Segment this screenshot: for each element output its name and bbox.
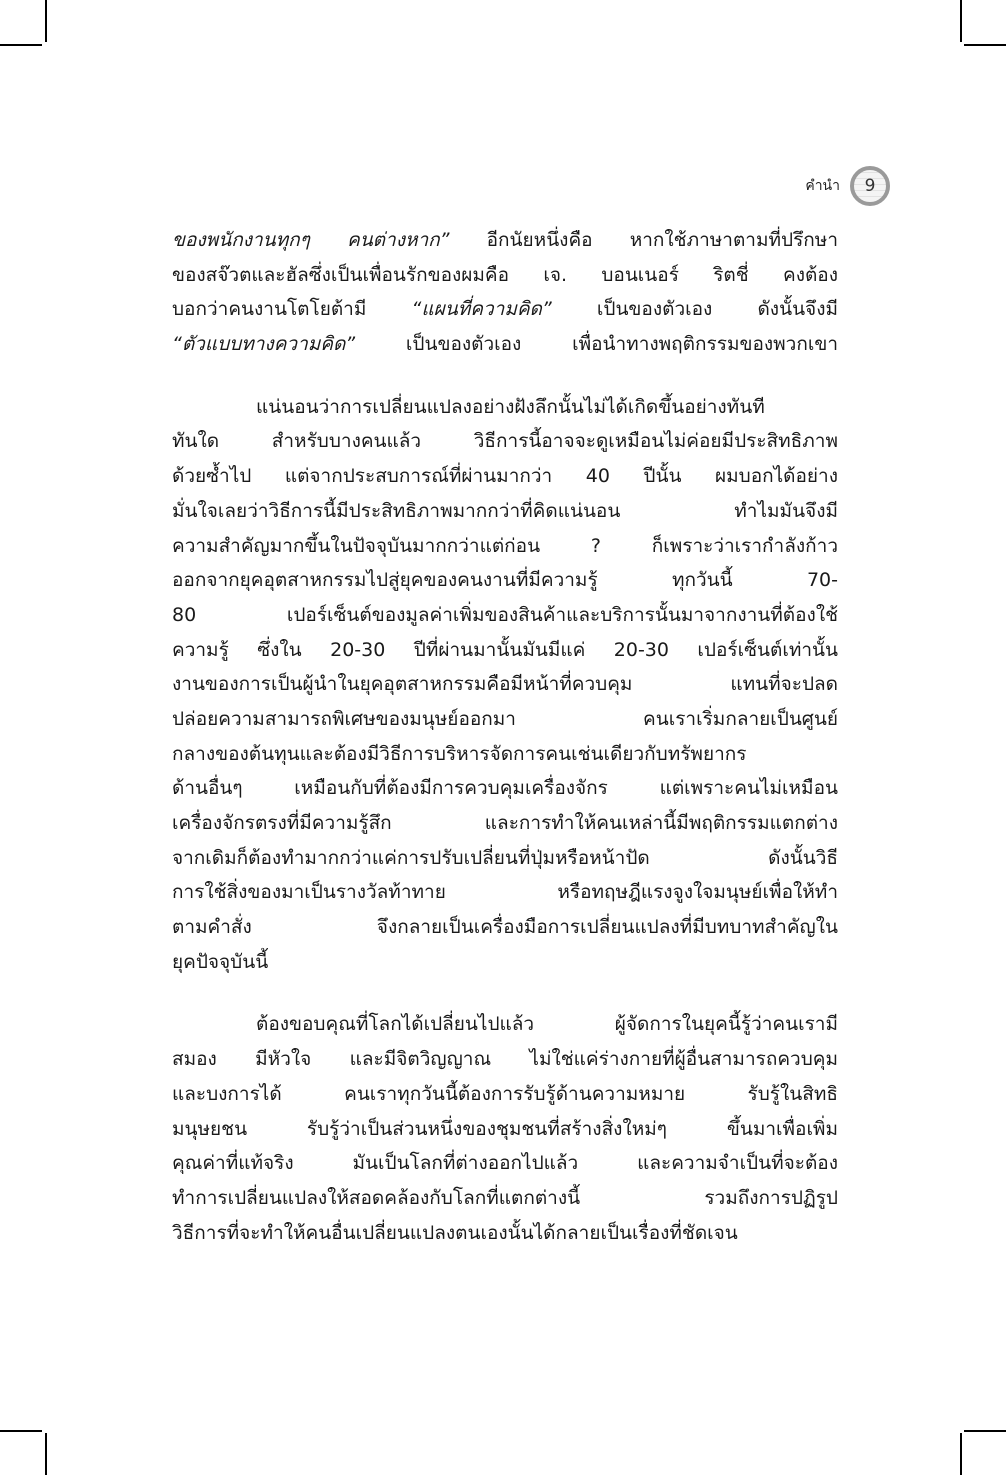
paragraph — [172, 223, 838, 362]
text-segment: สมอง มีหัวใจ และมีจิตวิญญาณ ไม่ใช่แค่ร่างกายที่ผู้อื่นสามารถควบคุม — [172, 1048, 838, 1071]
text-segment: ของสจ๊วตและฮัลซึ่งเป็นเพื่อนรักของผมคือ เจ. บอนเนอร์ ริตชี่ คงต้อง — [172, 263, 838, 286]
paragraph — [172, 1007, 838, 1250]
text-line — [172, 633, 838, 668]
running-header — [805, 166, 890, 206]
text-segment: ความรู้ ซึ่งใน 20-30 ปีที่ผ่านมานั้นมันมีแค่ 20-30 เปอร์เซ็นต์เท่านั้น — [172, 638, 838, 661]
text-segment: คุณค่าที่แท้จริง มันเป็นโลกที่ต่างออกไปแล้ว และความจำเป็นที่จะต้อง — [172, 1152, 838, 1175]
text-segment: ด้วยซ้ำไป แต่จากประสบการณ์ที่ผ่านมากว่า 40 ปีนั้น ผมบอกได้อย่าง — [172, 465, 838, 488]
emphasized-text: “ตัวแบบทางความคิด” — [172, 333, 356, 356]
text-line — [172, 667, 838, 702]
text-line — [172, 1146, 838, 1181]
text-line — [172, 702, 838, 737]
text-segment: เป็นของตัวเอง เพื่อนำทางพฤติกรรมของพวกเขา — [355, 333, 838, 356]
text-segment: ตามคำสั่ง จึงกลายเป็นเครื่องมือการเปลี่ยนแปลงที่มีบทบาทสำคัญใน — [172, 916, 838, 939]
text-line — [172, 327, 838, 362]
body-text — [172, 223, 838, 1278]
text-line — [172, 563, 838, 598]
page-number-badge: 9 — [850, 166, 890, 206]
text-line — [172, 258, 838, 293]
crop-mark-bottom-left-horizontal — [0, 1430, 42, 1432]
text-line — [172, 223, 838, 258]
text-line — [172, 598, 838, 633]
text-line — [172, 459, 838, 494]
text-line — [172, 771, 838, 806]
text-line — [172, 494, 838, 529]
paragraph — [172, 390, 838, 980]
text-segment: และบงการได้ คนเราทุกวันนี้ต้องการรับรู้ด้านความหมาย รับรู้ในสิทธิ — [172, 1082, 838, 1105]
text-segment: วิธีการที่จะทำให้คนอื่นเปลี่ยนแปลงตนเองนั้นได้กลายเป็นเรื่องที่ชัดเจน — [172, 1221, 738, 1244]
text-segment: มั่นใจเลยว่าวิธีการนี้มีประสิทธิภาพมากกว่าที่คิดแน่นอน ทำไมมันจึงมี — [172, 499, 838, 522]
crop-mark-top-right-horizontal — [964, 44, 1006, 46]
text-line — [172, 806, 838, 841]
text-segment: ด้านอื่นๆ เหมือนกับที่ต้องมีการควบคุมเครื่องจักร แต่เพราะคนไม่เหมือน — [172, 777, 838, 800]
crop-mark-top-left-horizontal — [0, 44, 42, 46]
text-segment: การใช้สิ่งของมาเป็นรางวัลท้าทาย หรือทฤษฎีแรงจูงใจมนุษย์เพื่อให้ทำ — [172, 881, 838, 904]
text-segment: กลางของต้นทุนและต้องมีวิธีการบริหารจัดการคนเช่นเดียวกับทรัพยากร — [172, 742, 747, 765]
crop-mark-top-left-vertical — [45, 0, 47, 42]
text-segment: เครื่องจักรตรงที่มีความรู้สึก และการทำให้คนเหล่านี้มีพฤติกรรมแตกต่าง — [172, 812, 838, 834]
text-segment: ทันใด สำหรับบางคนแล้ว วิธีการนี้อาจจะดูเหมือนไม่ค่อยมีประสิทธิภาพ — [172, 430, 838, 453]
text-segment: งานของการเป็นผู้นำในยุคอุตสาหกรรมคือมีหน้าที่ควบคุม แทนที่จะปลด — [172, 673, 838, 696]
emphasized-text: ของพนักงานทุกๆ คนต่างหาก” — [172, 229, 450, 251]
text-line — [172, 841, 838, 876]
text-line — [172, 910, 838, 945]
crop-mark-bottom-right-vertical — [960, 1433, 962, 1475]
chapter-label: คำนำ — [805, 178, 840, 194]
text-line — [172, 529, 838, 564]
text-line — [172, 1042, 838, 1077]
text-segment: ปล่อยความสามารถพิเศษของมนุษย์ออกมา คนเราเริ่มกลายเป็นศูนย์ — [172, 707, 838, 730]
crop-mark-top-right-vertical — [960, 0, 962, 42]
emphasized-text: “แผนที่ความคิด” — [411, 298, 552, 321]
text-line — [172, 390, 838, 425]
text-segment: แน่นอนว่าการเปลี่ยนแปลงอย่างฝังลึกนั้นไม่ได้เกิดขึ้นอย่างทันที — [256, 395, 765, 418]
text-segment: จากเดิมก็ต้องทำมากกว่าแค่การปรับเปลี่ยนที่ปุ่มหรือหน้าปัด ดังนั้นวิธี — [172, 846, 838, 869]
text-segment: ยุคปัจจุบันนี้ — [172, 950, 269, 973]
text-line — [172, 1112, 838, 1147]
text-segment: อีกนัยหนึ่งคือ หากใช้ภาษาตามที่ปรึกษา — [449, 229, 838, 251]
crop-mark-bottom-right-horizontal — [964, 1430, 1006, 1432]
text-line — [172, 1181, 838, 1216]
text-segment: ความสำคัญมากขึ้นในปัจจุบันมากกว่าแต่ก่อน ? ก็เพราะว่าเรากำลังก้าว — [172, 534, 838, 557]
text-line — [172, 875, 838, 910]
text-segment: มนุษยชน รับรู้ว่าเป็นส่วนหนึ่งของชุมชนที่สร้างสิ่งใหม่ๆ ขึ้นมาเพื่อเพิ่ม — [172, 1117, 838, 1140]
text-segment: ต้องขอบคุณที่โลกได้เปลี่ยนไปแล้ว ผู้จัดการในยุคนี้รู้ว่าคนเรามี — [256, 1013, 838, 1036]
text-line — [172, 737, 838, 772]
text-line — [172, 292, 838, 327]
text-line — [172, 1216, 838, 1251]
text-segment: 80 เปอร์เซ็นต์ของมูลค่าเพิ่มของสินค้าและบริการนั้นมาจากงานที่ต้องใช้ — [172, 603, 838, 626]
text-line — [172, 1077, 838, 1112]
text-line — [172, 1007, 838, 1042]
text-line — [172, 945, 838, 980]
text-segment: เป็นของตัวเอง ดังนั้นจึงมี — [551, 298, 838, 321]
crop-mark-bottom-left-vertical — [45, 1433, 47, 1475]
text-segment: บอกว่าคนงานโตโยต้ามี — [172, 298, 412, 321]
text-segment: ออกจากยุคอุตสาหกรรมไปสู่ยุคของคนงานที่มีความรู้ ทุกวันนี้ 70- — [172, 569, 838, 592]
text-segment: ทำการเปลี่ยนแปลงให้สอดคล้องกับโลกที่แตกต่างนี้ รวมถึงการปฏิรูป — [172, 1186, 838, 1209]
text-line — [172, 424, 838, 459]
